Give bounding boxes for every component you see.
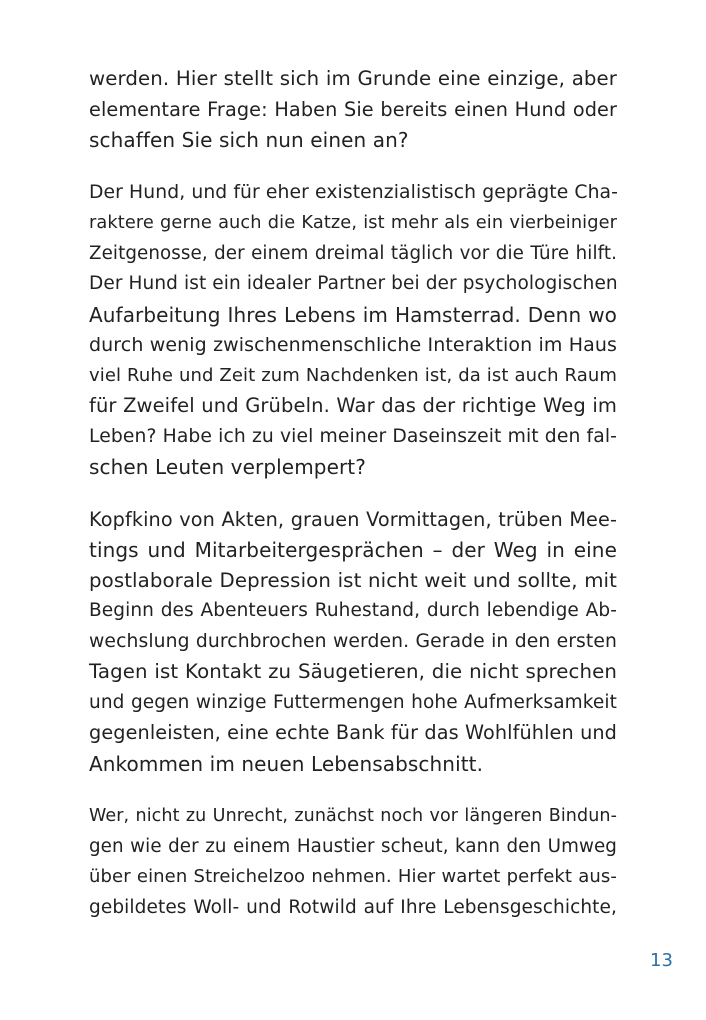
paragraph-3	[89, 505, 617, 780]
text-line: postlaborale Depression ist nicht weit und sollte, mit	[89, 568, 617, 592]
text-line: Zeitgenosse, der einem dreimal täglich vor die Türe hilft.	[89, 242, 617, 264]
text-line: Tagen ist Kontakt zu Säugetieren, die nicht sprechen	[89, 660, 617, 683]
paragraph-1	[89, 64, 617, 156]
text-line: Leben? Habe ich zu viel meiner Daseinszeit mit den fal-	[89, 425, 617, 447]
text-line: gen wie der zu einem Haustier scheut, kann den Umweg	[89, 835, 617, 857]
text-line: gebildetes Woll- und Rotwild auf Ihre Lebensgeschichte,	[89, 896, 617, 918]
text-line: elementare Frage: Haben Sie bereits einen Hund oder	[89, 97, 617, 121]
page-number: 13	[650, 950, 673, 971]
text-line: schaffen Sie sich nun einen an?	[89, 128, 409, 152]
text-line: Beginn des Abenteuers Ruhestand, durch lebendige Ab-	[89, 600, 617, 621]
body-text	[89, 64, 617, 945]
text-line: raktere gerne auch die Katze, ist mehr als ein vierbeiniger	[89, 213, 617, 233]
text-line: Der Hund ist ein idealer Partner bei der psychologischen	[89, 273, 618, 294]
text-line: und gegen winzige Futtermengen hohe Aufmerksamkeit	[89, 691, 617, 713]
text-line: schen Leuten verplempert?	[89, 455, 366, 479]
paragraph-2	[89, 178, 617, 483]
text-line: viel Ruhe und Zeit zum Nachdenken ist, da ist auch Raum	[89, 364, 617, 386]
text-line: Aufarbeitung Ihres Lebens im Hamsterrad. Denn wo	[89, 302, 617, 327]
text-line: wechslung durchbrochen werden. Gerade in den ersten	[89, 630, 617, 652]
text-line: für Zweifel und Grübeln. War das der richtige Weg im	[89, 394, 617, 417]
text-line: Der Hund, und für eher existenzialistisch geprägte Cha-	[89, 181, 619, 203]
text-line: Wer, nicht zu Unrecht, zunächst noch vor längeren Bindun-	[89, 806, 617, 826]
text-line: durch wenig zwischenmenschliche Interaktion im Haus	[89, 334, 617, 356]
text-line: über einen Streichelzoo nehmen. Hier wartet perfekt aus-	[89, 866, 617, 887]
text-line: werden. Hier stellt sich im Grunde eine einzige, aber	[89, 67, 617, 90]
paragraph-4	[89, 801, 617, 923]
text-line: Ankommen im neuen Lebensabschnitt.	[89, 751, 484, 776]
text-line: tings und Mitarbeitergesprächen – der Weg in eine	[89, 538, 617, 562]
text-line: gegenleisten, eine echte Bank für das Wohlfühlen und	[89, 721, 617, 744]
text-line: Kopfkino von Akten, grauen Vormittagen, trüben Mee-	[89, 507, 617, 531]
